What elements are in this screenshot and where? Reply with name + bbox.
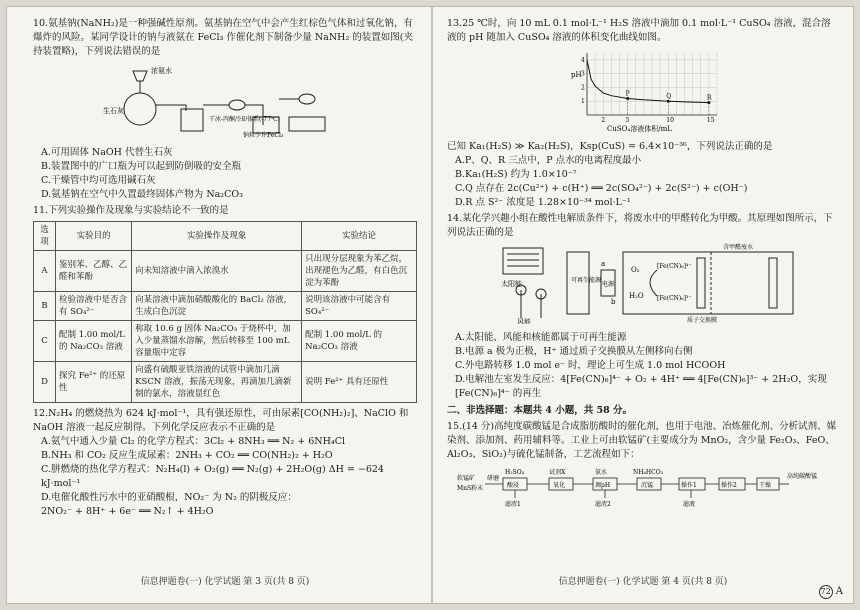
- q12-option-d: D.电催化酸性污水中的亚硝酸根，NO₂⁻ 为 N₂ 的阴极反应：: [41, 492, 297, 503]
- cell: 鉴别苯、乙醇、乙醛和苯酚: [56, 251, 132, 292]
- flow-ammonia: 氨水: [595, 469, 608, 476]
- cell: D: [34, 362, 56, 403]
- ph-curve: [587, 60, 709, 103]
- label-cooling-bath: 干冰-丙酮冷却体系(-77℃): [209, 116, 281, 123]
- q13-option-b: B.Ka₁(H₂S) 约为 1.0×10⁻⁷: [455, 169, 577, 180]
- table-row: [34, 321, 417, 362]
- q14-option-a: A.太阳能、风能和核能都属于可再生能源: [455, 332, 627, 343]
- cell: A: [34, 251, 56, 292]
- flow-product: 高纯碳酸锰: [787, 473, 817, 480]
- table-row: [34, 292, 417, 321]
- question-11: [33, 204, 417, 403]
- x-tick-label: 15: [706, 117, 715, 124]
- cell: 配制 1.00 mol/L 的 Na₂CO₃ 溶液: [56, 321, 132, 362]
- chart-xlabel: CuSO₄溶液体积/mL: [607, 125, 672, 133]
- flow-ore: 软锰矿: [457, 475, 476, 482]
- flow-h2so4: H₂SO₄: [505, 469, 525, 476]
- cell: 探究 Fe²⁺ 的还原性: [56, 362, 132, 403]
- label-ferrocyanide: [Fe(CN)₆]⁴⁻: [657, 263, 692, 270]
- experiment-table: [33, 221, 417, 403]
- q13-option-a: A.P、Q、R 三点中，P 点水的电离程度最小: [455, 155, 642, 166]
- question-12-stem: 12.N₂H₄ 的燃烧热为 624 kJ·mol⁻¹，具有强还原性，可由尿素[CO(NH₂)₂]、NaClO 和 NaOH 溶液一起反应制得。下列化学反应表示不正确的是: [33, 408, 409, 433]
- label-o2: O₂: [631, 266, 640, 274]
- corner-letter: A: [835, 586, 843, 597]
- question-14-stem: 14.某化学兴趣小组在酸性电解质条件下，将废水中的甲醛转化为甲酸。其原理如图所示，下列说法正确的是: [447, 213, 833, 238]
- x-tick-label: 10: [666, 117, 674, 124]
- point-label: R: [706, 94, 712, 102]
- label-proton-membrane: 质子交换膜: [687, 317, 718, 324]
- question-13-stem: 13.25 ℃时，向 10 mL 0.1 mol·L⁻¹ H₂S 溶液中滴加 0.1 mol·L⁻¹ CuSO₄ 溶液，混合溶液的 pH 随加入 CuSO₄ 溶液的体积变化曲线如图。: [447, 18, 831, 43]
- q13-option-d: D.R 点 S²⁻ 浓度是 1.28×10⁻³⁴ mol·L⁻¹: [455, 197, 631, 208]
- question-13-given: 已知 Ka₁(H₂S) ≫ Ka₂(H₂S)，Ksp(CuS) = 6.4×10⁻³⁶，下列说法正确的是: [447, 141, 773, 152]
- label-renewable: 可再生能源: [571, 277, 602, 284]
- cell: 向未知溶液中滴入浓溴水: [132, 251, 302, 292]
- ph-titration-chart: [567, 47, 727, 133]
- question-14: [447, 212, 839, 401]
- y-tick-label: 4: [581, 56, 585, 64]
- cell: 说明该溶液中可能含有 SO₄²⁻: [302, 292, 417, 321]
- label-wind: 风能: [517, 318, 531, 324]
- label-pole-a: a: [601, 260, 606, 268]
- flow-filtrate: 滤液: [683, 501, 696, 508]
- flow-precipitate: 沉锰: [641, 482, 654, 489]
- x-tick-label: 2: [601, 117, 606, 124]
- q10-option-d: D.氨基钠在空气中久置最终固体产物为 Na₂CO₃: [41, 189, 243, 200]
- y-tick-label: 2: [581, 84, 585, 92]
- q12-option-c: C.肼燃烧的热化学方程式：N₂H₄(l) + O₂(g) ══ N₂(g) + 2H₂O(g) ΔH = −624 kJ·mol⁻¹: [41, 464, 384, 489]
- col-conclusion: 实验结论: [302, 222, 417, 251]
- flow-op2: 操作2: [721, 482, 737, 489]
- q12-option-a: A.氨气中通入少量 Cl₂ 的化学方程式：3Cl₂ + 8NH₃ ══ N₂ + 6NH₄Cl: [41, 436, 346, 447]
- q14-option-d: D.电解池左室发生反应：4[Fe(CN)₆]⁴⁻ + O₂ + 4H⁺ ══ 4[Fe(CN)₆]³⁻ + 2H₂O，实现 [Fe(CN)₆]⁴⁻ 的再生: [455, 374, 827, 399]
- cell: 说明 Fe²⁺ 具有还原性: [302, 362, 417, 403]
- col-operation: 实验操作及现象: [132, 222, 302, 251]
- cell: B: [34, 292, 56, 321]
- flow-dry: 干燥: [759, 482, 772, 489]
- label-formaldehyde-water: 含甲醛废水: [723, 244, 754, 251]
- q14-option-c: C.外电路转移 1.0 mol e⁻ 时，理论上可生成 1.0 mol HCOOH: [455, 360, 726, 371]
- page-4: [447, 17, 839, 595]
- electrolysis-cell-diagram: [497, 242, 797, 324]
- q12-option-b: B.NH₃ 和 CO₂ 反应生成尿素：2NH₃ + CO₂ ══ CO(NH₂)₂ + H₂O: [41, 450, 333, 461]
- label-h2o: H₂O: [629, 292, 644, 300]
- section-heading: 二、非选择题：本题共 4 小题，共 58 分。: [447, 405, 633, 416]
- q13-option-c: C.Q 点存在 2c(Cu²⁺) + c(H⁺) ══ 2c(SO₄²⁻) + 2c(S²⁻) + c(OH⁻): [455, 183, 748, 194]
- cell: 称取 10.6 g 固体 Na₂CO₃ 于烧杯中，加入少量蒸馏水溶解，然后转移至 100 mL 容量瓶中定容: [132, 321, 302, 362]
- y-tick-label: 3: [581, 70, 585, 78]
- question-11-stem: 11.下列实验操作及现象与实验结论不一致的是: [33, 205, 229, 216]
- point-label: P: [625, 90, 630, 98]
- question-10: [33, 17, 417, 202]
- point-label: Q: [666, 93, 672, 101]
- cell: 只出现分层现象为苯乙烷，出现褪色为乙醛，有白色沉淀为苯酚: [302, 251, 417, 292]
- cell: 检验溶液中是否含有 SO₄²⁻: [56, 292, 132, 321]
- flow-nh4hco3: NH₄HCO₃: [633, 469, 664, 476]
- question-15-stem: 15.(14 分)高纯度碳酸锰是合成脂肪酸时的催化剂，也用于电池、冶炼催化剂、分析试剂、媒染剂、添加剂、药用辅料等。工业上可由软锰矿(主要成分为 MnO₂，含少量 Fe₂O₃、FeO、Al₂O₃、SiO₂)与硫化锰制备，工艺流程如下：: [447, 421, 837, 460]
- label-pole-b: b: [611, 298, 616, 306]
- q14-option-b: B.电源 a 极为正极，H⁺ 通过质子交换膜从左侧移向右侧: [455, 346, 693, 357]
- label-solar: 太阳能: [501, 280, 522, 288]
- exam-spread: [6, 6, 854, 604]
- q10-option-c: C.干燥管中均可选用碱石灰: [41, 175, 156, 186]
- q10-option-a: A.可用固体 NaOH 代替生石灰: [41, 147, 173, 158]
- page-4-footer: 信息押题卷(一) 化学试题 第 4 页(共 8 页): [558, 577, 728, 587]
- label-conc-ammonia: 浓氨水: [151, 67, 172, 75]
- question-13: [447, 17, 839, 210]
- flow-residue-2: 滤渣2: [595, 501, 611, 508]
- y-tick-label: 1: [581, 98, 585, 106]
- question-15: [447, 420, 839, 513]
- flow-residue-1: 滤渣1: [505, 501, 521, 508]
- flow-acid-leach: 酸浸: [507, 482, 520, 489]
- col-purpose: 实验目的: [56, 222, 132, 251]
- flow-mns: MnS粉末: [457, 485, 484, 492]
- flow-adjust-ph: 调pH: [595, 482, 611, 489]
- cell: 向某溶液中滴加硝酸酸化的 BaCl₂ 溶液，生成白色沉淀: [132, 292, 302, 321]
- flow-reagent-x: 试剂X: [549, 469, 566, 476]
- sodium-amide-apparatus-diagram: [103, 61, 333, 139]
- q10-option-b: B.装置图中的广口瓶为可以起到防倒吸的安全瓶: [41, 161, 242, 172]
- page-3-footer: 信息押题卷(一) 化学试题 第 3 页(共 8 页): [140, 577, 310, 587]
- label-ferricyanide: [Fe(CN)₆]³⁻: [657, 295, 692, 302]
- table-row: [34, 251, 417, 292]
- chart-ylabel: pH: [571, 71, 582, 79]
- flow-op1: 操作1: [681, 482, 697, 489]
- col-option: 选项: [34, 222, 56, 251]
- page-3: [33, 17, 417, 595]
- page-gutter: [431, 7, 433, 603]
- question-12: [33, 407, 417, 519]
- flow-grind: 研磨: [487, 475, 500, 482]
- cell: 配制 1.00 mol/L 的 Na₂CO₃ 溶液: [302, 321, 417, 362]
- x-tick-label: 5: [625, 117, 630, 124]
- table-row: [34, 362, 417, 403]
- label-power: 电源: [602, 281, 615, 288]
- cell: C: [34, 321, 56, 362]
- label-sodium-fecl3: 钠粒少许FeCl₃: [243, 132, 284, 139]
- corner-badge: 72: [819, 585, 833, 599]
- process-flow-diagram: [457, 464, 817, 508]
- cell: 向盛有硫酸亚铁溶液的试管中滴加几滴 KSCN 溶液，振荡无现象，再滴加几滴新制的氯水，溶液显红色: [132, 362, 302, 403]
- q12-option-d-equation: 2NO₂⁻ + 8H⁺ + 6e⁻ ══ N₂↑ + 4H₂O: [41, 506, 214, 517]
- corner-mark: [819, 585, 843, 599]
- question-10-stem: 10.氨基钠(NaNH₂)是一种强碱性原剂。氨基钠在空气中会产生红棕色气体和过氧化钠，有爆炸的风险。某同学设计的钠与液氨在 FeCl₃ 作催化剂下制备少量 NaNH₂ 的装置如图(夹持装置略)，下列说法错误的是: [33, 18, 413, 57]
- flow-oxidize: 氧化: [553, 482, 566, 489]
- label-quicklime: 生石灰: [103, 107, 124, 115]
